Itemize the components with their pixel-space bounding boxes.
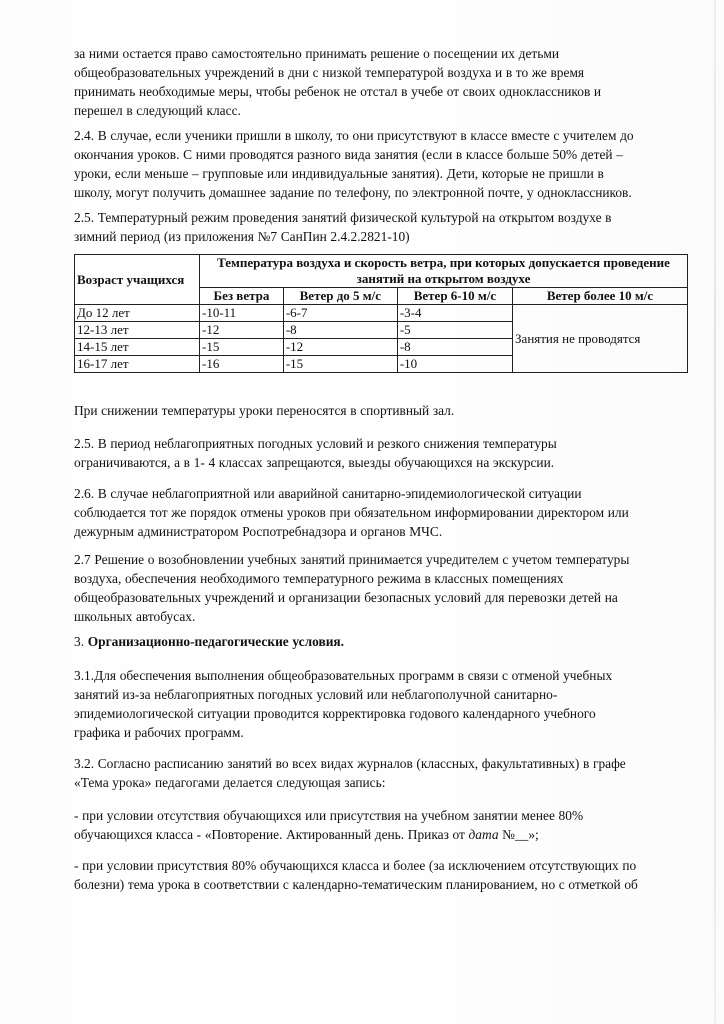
text-line: занятий из-за неблагоприятных погодных условий или неблагополучной санитарно- <box>74 687 558 702</box>
text-line: школьных автобусах. <box>74 609 196 624</box>
wind-header-calm: Без ветра <box>200 288 284 305</box>
text-line: «Тема урока» педагогами делается следующая запись: <box>74 775 386 790</box>
age-cell: 16-17 лет <box>75 356 200 373</box>
text-line: эпидемиологической ситуации проводится корректировка годового календарного учебного <box>74 706 596 721</box>
paragraph-2-4 <box>74 126 694 202</box>
paragraph-2-5-title <box>74 208 694 246</box>
text-line: воздуха, обеспечения необходимого температурного режима в классных помещениях <box>74 571 564 586</box>
wind10-cell: -8 <box>397 339 512 356</box>
wind5-cell: -8 <box>283 322 397 339</box>
text-line: 2.7 Решение о возобновлении учебных занятий принимается учредителем с учетом температуры <box>74 552 630 567</box>
intro-paragraph <box>74 44 694 120</box>
date-placeholder: дата <box>468 827 499 842</box>
paragraph-2-6 <box>74 484 694 541</box>
age-column-header: Возраст учащихся <box>75 255 200 305</box>
table-row <box>75 305 688 322</box>
calm-cell: -10-11 <box>200 305 284 322</box>
gym-transfer-note <box>74 401 694 420</box>
text-line: 2.5. В период неблагоприятных погодных условий и резкого снижения температуры <box>74 436 557 451</box>
text-line: уроки, если меньше – групповые или индивидуальные занятия). Дети, которые не пришли в <box>74 166 604 181</box>
text-line: - при условии присутствия 80% обучающихся класса и более (за исключением отсутствующих по <box>74 858 637 873</box>
section-title: Организационно-педагогические условия. <box>87 634 345 649</box>
text-line: 2.5. Температурный режим проведения занятий физической культурой на открытом воздухе в <box>74 210 612 225</box>
text-line: 2.6. В случае неблагоприятной или аварийной санитарно-эпидемиологической ситуации <box>74 486 582 501</box>
bullet-text-pre: обучающихся класса - «Повторение. Актированный день. Приказ от <box>74 827 469 842</box>
text-line: перешел в следующий класс. <box>74 103 241 118</box>
text-line: 3.2. Согласно расписанию занятий во всех видах журналов (классных, факультативных) в графе <box>74 756 626 771</box>
text-line-with-italic <box>74 825 694 844</box>
text-line: дежурным администратором Роспотребнадзора и органов МЧС. <box>74 524 443 539</box>
paragraph-2-7 <box>74 550 694 626</box>
bullet-absent <box>74 806 694 844</box>
calm-cell: -15 <box>200 339 284 356</box>
paragraph-2-5-excursions <box>74 434 694 472</box>
section-3-heading <box>74 632 694 651</box>
calm-cell: -16 <box>200 356 284 373</box>
text-line: общеобразовательных учреждений в дни с низкой температурой воздуха и в то же время <box>74 65 585 80</box>
text-line: зимний период (из приложения №7 СанПин 2.4.2.2821-10) <box>74 229 410 244</box>
text-line: за ними остается право самостоятельно принимать решение о посещении их детьми <box>74 46 559 61</box>
no-classes-cell: Занятия не проводятся <box>513 305 688 373</box>
text-line: ограничиваются, а в 1- 4 классах запрещаются, выезды обучающихся на экскурсии. <box>74 455 555 470</box>
text-line: общеобразовательных учреждений и организации безопасных условий для перевозки детей на <box>74 590 618 605</box>
age-cell: 14-15 лет <box>75 339 200 356</box>
heading-line <box>74 632 694 651</box>
text-line: принимать необходимые меры, чтобы ребенок не отстал в учебе от своих одноклассников и <box>74 84 602 99</box>
wind10-cell: -10 <box>397 356 512 373</box>
wind5-cell: -15 <box>283 356 397 373</box>
bullet-present <box>74 856 694 894</box>
section-number: 3. <box>74 634 88 649</box>
scan-edge-shadow <box>714 0 716 1024</box>
wind-header-5: Ветер до 5 м/с <box>283 288 397 305</box>
wind-header-6-10: Ветер 6-10 м/с <box>397 288 512 305</box>
text-line: окончания уроков. С ними проводятся разного вида занятия (если в классе больше 50% детей – <box>74 147 623 162</box>
wind5-cell: -6-7 <box>283 305 397 322</box>
text-line: школу, могут получить домашнее задание по телефону, по электронной почте, у одноклассников. <box>74 185 632 200</box>
wind10-cell: -3-4 <box>397 305 512 322</box>
temperature-group-header: Температура воздуха и скорость ветра, при которых допускается проведение занятий на открытом воздухе <box>200 255 688 288</box>
age-cell: До 12 лет <box>75 305 200 322</box>
text-line: При снижении температуры уроки переносятся в спортивный зал. <box>74 403 455 418</box>
age-cell: 12-13 лет <box>75 322 200 339</box>
text-line: соблюдается тот же порядок отмены уроков при обязательном информировании директором или <box>74 505 629 520</box>
paragraph-3-1 <box>74 666 694 742</box>
wind5-cell: -12 <box>283 339 397 356</box>
text-line: графика и рабочих программ. <box>74 725 244 740</box>
text-line: болезни) тема урока в соответствии с календарно-тематическим планированием, но с отметкой об <box>74 877 638 892</box>
calm-cell: -12 <box>200 322 284 339</box>
bullet-text-post: №__»; <box>498 827 539 842</box>
text-line: - при условии отсутствия обучающихся или присутствия на учебном занятии менее 80% <box>74 808 584 823</box>
table-header-row <box>75 255 688 288</box>
text-line: 3.1.Для обеспечения выполнения общеобразовательных программ в связи с отменой учебных <box>74 668 613 683</box>
wind10-cell: -5 <box>397 322 512 339</box>
paragraph-3-2 <box>74 754 694 792</box>
wind-header-over-10: Ветер более 10 м/с <box>513 288 688 305</box>
text-line: 2.4. В случае, если ученики пришли в школу, то они присутствуют в классе вместе с учителем до <box>74 128 634 143</box>
temperature-table <box>74 254 688 373</box>
